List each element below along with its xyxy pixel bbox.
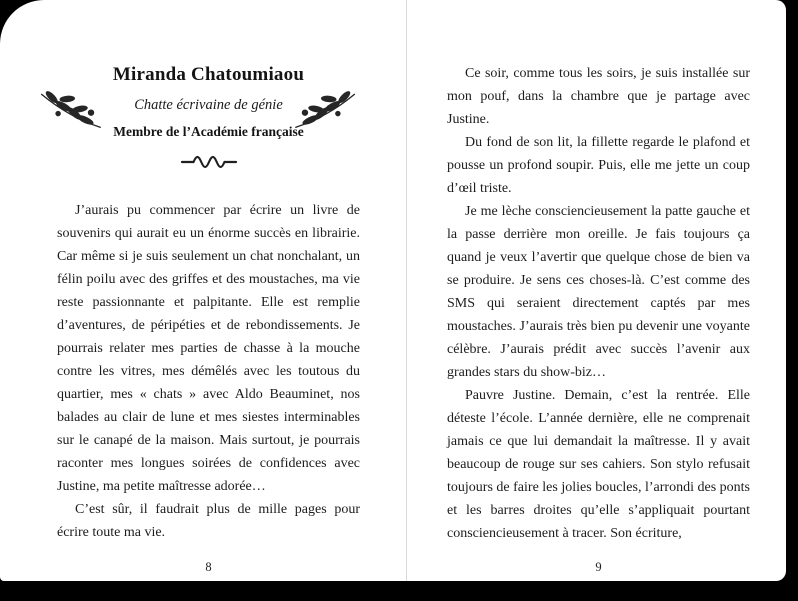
- left-page: [0, 0, 406, 581]
- paragraph-right-3: Je me lèche consciencieusement la patte gauche et la passe derrière mon oreille. Je fais toujours ça quand je veux l’avertir que quelque chose de bien va se produire. Je sens ces choses-là. C’est comme des SMS qui seraient directement captés par mes moustaches. J’aurais très bien pu devenir une voyante célèbre. J’aurais prédit avec succès l’avenir aux grandes stars du show-biz…: [447, 204, 750, 380]
- tilde-squiggle-ornament-icon: [57, 155, 360, 169]
- chapter-header: [57, 64, 360, 169]
- left-page-body: [57, 199, 360, 544]
- paragraph-right-1: Ce soir, comme tous les soirs, je suis installée sur mon pouf, dans la chambre que je partage avec Justine.: [447, 66, 750, 127]
- author-affiliation: Membre de l’Académie française: [113, 124, 304, 139]
- book-title: Miranda Chatoumiaou: [112, 64, 305, 85]
- page-number-left: 8: [205, 560, 212, 574]
- paragraph-right-4: Pauvre Justine. Demain, c’est la rentrée. Elle déteste l’école. L’année dernière, elle ne comprenait jamais ce que lui demandait la maîtresse. Il y avait beaucoup de rouge sur ses cahiers. Son stylo refusait toujours de faire les jolies boucles, l’arrondi des ponts et les barres droites qu’elle s’appliquait pourtant consciencieusement à tracer. Son écriture,: [447, 388, 750, 541]
- paragraph-left-1: J’aurais pu commencer par écrire un livre de souvenirs qui aurait eu un énorme succès en librairie. Car même si je suis seulement un chat nonchalant, un félin poilu avec des griffes et des moustaches, ma vie reste passionnante et palpitante. Elle est remplie d’aventures, de péripéties et de rebondissements. Je pourrais relater mes parties de chasse à la mouche contre les vitres, mes démêlés avec les toutous du quartier, mes « chats » avec Aldo Beauminet, nos balades au clair de lune et mes siestes interminables sur le canapé de la maison. Mais surtout, je pourrais raconter mes longues soirées de confidences avec Justine, ma petite maîtresse adorée…: [57, 203, 360, 494]
- page-gutter-divider: [406, 0, 407, 581]
- right-page-body: [447, 62, 750, 545]
- book-subtitle: Chatte écrivaine de génie: [134, 97, 283, 113]
- paragraph-right-2: Du fond de son lit, la fillette regarde le plafond et pousse un profond soupir. Puis, elle me jette un coup d’œil triste.: [447, 135, 750, 196]
- right-page: [407, 0, 786, 581]
- page-number-right: 9: [595, 560, 602, 574]
- paragraph-left-2: C’est sûr, il faudrait plus de mille pages pour écrire toute ma vie.: [57, 502, 360, 540]
